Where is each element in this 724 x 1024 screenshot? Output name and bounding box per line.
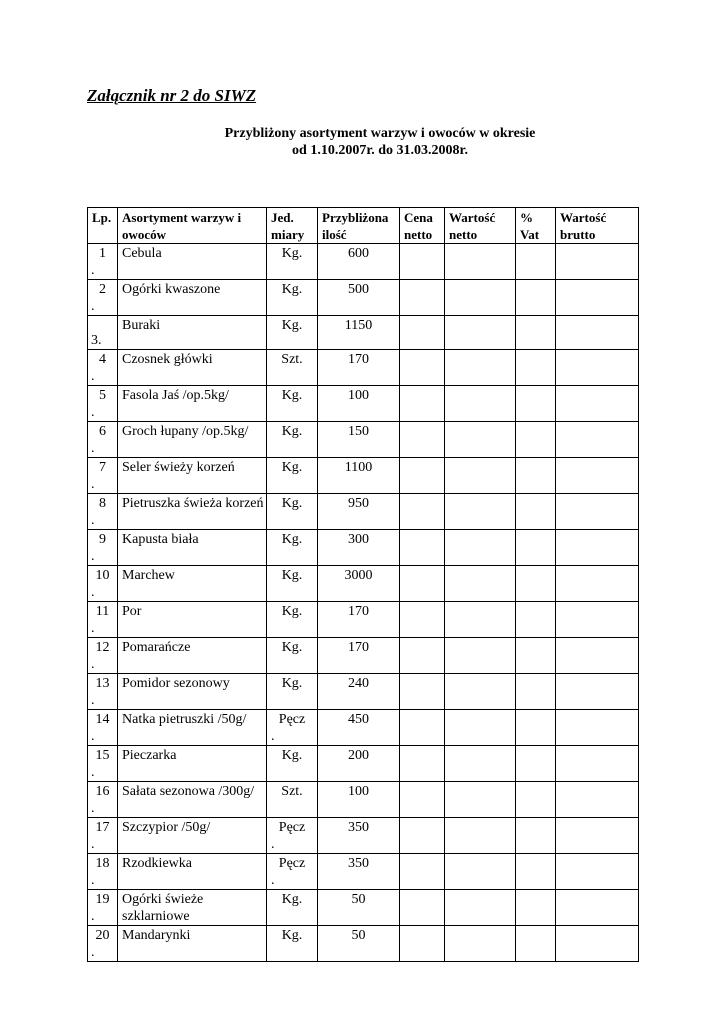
item-quantity: 100	[318, 386, 400, 422]
net-value-cell[interactable]	[445, 566, 516, 602]
item-unit: Kg.	[281, 496, 303, 511]
unit-cell	[267, 530, 318, 566]
item-quantity: 1150	[318, 316, 400, 350]
table-row	[88, 746, 639, 782]
unit-dot: .	[271, 837, 275, 852]
item-quantity: 3000	[318, 566, 400, 602]
item-name: Fasola Jaś /op.5kg/	[118, 386, 267, 422]
unit-dot: .	[271, 873, 275, 888]
unit-cell	[267, 818, 318, 854]
gross-value-cell[interactable]	[556, 746, 639, 782]
unit-cell	[267, 638, 318, 674]
net-price-cell[interactable]	[400, 710, 445, 746]
table-row	[88, 638, 639, 674]
gross-value-cell[interactable]	[556, 710, 639, 746]
net-price-cell[interactable]	[400, 280, 445, 316]
document-title-line-2: od 1.10.2007r. do 31.03.2008r.	[292, 143, 468, 158]
unit-cell	[267, 926, 318, 962]
item-name: Marchew	[118, 566, 267, 602]
row-number-cell	[88, 890, 118, 926]
unit-cell	[267, 890, 318, 926]
row-number-cell	[88, 746, 118, 782]
item-unit: Kg.	[281, 246, 303, 261]
item-quantity: 300	[318, 530, 400, 566]
item-unit: Kg.	[281, 928, 303, 943]
unit-cell	[267, 710, 318, 746]
gross-value-cell[interactable]	[556, 530, 639, 566]
row-number-cell	[88, 422, 118, 458]
gross-value-cell[interactable]	[556, 386, 639, 422]
unit-cell	[267, 782, 318, 818]
row-number-cell	[88, 782, 118, 818]
row-number: 11	[95, 604, 110, 619]
row-number-dot: .	[91, 441, 95, 456]
item-name: Szczypior /50g/	[118, 818, 267, 854]
net-value-cell[interactable]	[445, 602, 516, 638]
column-header-unit: Jed. miary	[267, 208, 318, 244]
unit-cell	[267, 386, 318, 422]
vat-cell[interactable]	[516, 890, 556, 926]
row-number: 1	[99, 246, 106, 261]
row-number: 4	[99, 352, 106, 367]
net-price-cell[interactable]	[400, 494, 445, 530]
net-price-cell[interactable]	[400, 818, 445, 854]
item-unit: Kg.	[281, 282, 303, 297]
vat-cell[interactable]	[516, 244, 556, 280]
item-name: Ogórki świeże szklarniowe	[118, 890, 267, 926]
gross-value-cell[interactable]	[556, 494, 639, 530]
unit-cell	[267, 746, 318, 782]
vat-cell[interactable]	[516, 746, 556, 782]
row-number-dot: .	[91, 801, 95, 816]
net-price-cell[interactable]	[400, 674, 445, 710]
item-name: Pomarańcze	[118, 638, 267, 674]
net-value-cell[interactable]	[445, 350, 516, 386]
net-value-cell[interactable]	[445, 316, 516, 350]
unit-cell	[267, 602, 318, 638]
item-unit: Kg.	[281, 424, 303, 439]
row-number-cell	[88, 244, 118, 280]
item-name: Buraki	[118, 316, 267, 350]
item-name: Pomidor sezonowy	[118, 674, 267, 710]
item-name: Rzodkiewka	[118, 854, 267, 890]
row-number-cell	[88, 566, 118, 602]
vat-cell[interactable]	[516, 350, 556, 386]
table-row	[88, 244, 639, 280]
item-unit: Kg.	[281, 532, 303, 547]
row-number-dot: .	[91, 945, 95, 960]
net-price-cell[interactable]	[400, 566, 445, 602]
item-name: Groch łupany /op.5kg/	[118, 422, 267, 458]
net-value-cell[interactable]	[445, 782, 516, 818]
item-unit: Kg.	[281, 748, 303, 763]
column-header-lp: Lp.	[88, 208, 118, 244]
item-quantity: 1100	[318, 458, 400, 494]
item-quantity: 450	[318, 710, 400, 746]
net-price-cell[interactable]	[400, 638, 445, 674]
net-price-cell[interactable]	[400, 782, 445, 818]
item-quantity: 240	[318, 674, 400, 710]
net-value-cell[interactable]	[445, 244, 516, 280]
column-header-vat: % Vat	[516, 208, 556, 244]
item-quantity: 170	[318, 350, 400, 386]
item-quantity: 200	[318, 746, 400, 782]
vat-cell[interactable]	[516, 422, 556, 458]
table-row	[88, 890, 639, 926]
gross-value-cell[interactable]	[556, 602, 639, 638]
gross-value-cell[interactable]	[556, 854, 639, 890]
unit-cell	[267, 244, 318, 280]
row-number: 16	[95, 784, 110, 799]
table-row	[88, 386, 639, 422]
vat-cell[interactable]	[516, 280, 556, 316]
table-row	[88, 602, 639, 638]
net-price-cell[interactable]	[400, 746, 445, 782]
gross-value-cell[interactable]	[556, 890, 639, 926]
row-number: 6	[99, 424, 106, 439]
item-quantity: 50	[318, 890, 400, 926]
row-number-cell	[88, 818, 118, 854]
item-quantity: 170	[318, 602, 400, 638]
row-number: 5	[99, 388, 106, 403]
item-unit: Kg.	[281, 676, 303, 691]
item-unit: Kg.	[281, 568, 303, 583]
item-unit: Szt.	[281, 784, 303, 799]
row-number-cell	[88, 316, 118, 350]
net-value-cell[interactable]	[445, 638, 516, 674]
item-name: Ogórki kwaszone	[118, 280, 267, 316]
unit-cell	[267, 316, 318, 350]
row-number: 14	[95, 712, 110, 727]
row-number-dot: .	[91, 729, 95, 744]
row-number: 18	[95, 856, 110, 871]
gross-value-cell[interactable]	[556, 458, 639, 494]
row-number: 10	[95, 568, 110, 583]
vat-cell[interactable]	[516, 854, 556, 890]
row-number-dot: .	[91, 621, 95, 636]
row-number-dot: .	[91, 549, 95, 564]
gross-value-cell[interactable]	[556, 638, 639, 674]
net-price-cell[interactable]	[400, 316, 445, 350]
row-number: 20	[95, 928, 110, 943]
table-row	[88, 674, 639, 710]
unit-cell	[267, 566, 318, 602]
gross-value-cell[interactable]	[556, 280, 639, 316]
net-value-cell[interactable]	[445, 674, 516, 710]
item-unit: Szt.	[281, 352, 303, 367]
vat-cell[interactable]	[516, 566, 556, 602]
gross-value-cell[interactable]	[556, 244, 639, 280]
net-value-cell[interactable]	[445, 458, 516, 494]
row-number: 19	[95, 892, 110, 907]
gross-value-cell[interactable]	[556, 566, 639, 602]
net-value-cell[interactable]	[445, 926, 516, 962]
net-value-cell[interactable]	[445, 280, 516, 316]
unit-cell	[267, 350, 318, 386]
net-price-cell[interactable]	[400, 350, 445, 386]
unit-cell	[267, 280, 318, 316]
item-unit: Kg.	[281, 892, 303, 907]
item-quantity: 350	[318, 818, 400, 854]
item-quantity: 170	[318, 638, 400, 674]
vat-cell[interactable]	[516, 782, 556, 818]
vat-cell[interactable]	[516, 674, 556, 710]
table-row	[88, 854, 639, 890]
unit-dot: .	[271, 729, 275, 744]
item-name: Pietruszka świeża korzeń	[118, 494, 267, 530]
table-header-row	[88, 208, 639, 244]
item-quantity: 150	[318, 422, 400, 458]
net-value-cell[interactable]	[445, 386, 516, 422]
item-unit: Kg.	[281, 640, 303, 655]
net-value-cell[interactable]	[445, 890, 516, 926]
vat-cell[interactable]	[516, 710, 556, 746]
row-number-dot: .	[91, 909, 95, 924]
vat-cell[interactable]	[516, 494, 556, 530]
row-number-dot: .	[91, 765, 95, 780]
vat-cell[interactable]	[516, 316, 556, 350]
row-number-dot: .	[91, 299, 95, 314]
net-price-cell[interactable]	[400, 602, 445, 638]
row-number-dot: .	[91, 405, 95, 420]
table-row	[88, 350, 639, 386]
row-number: 7	[99, 460, 106, 475]
net-price-cell[interactable]	[400, 244, 445, 280]
vat-cell[interactable]	[516, 602, 556, 638]
gross-value-cell[interactable]	[556, 316, 639, 350]
gross-value-cell[interactable]	[556, 926, 639, 962]
column-header-quantity: Przybliżona ilość	[318, 208, 400, 244]
row-number-cell	[88, 926, 118, 962]
item-name: Natka pietruszki /50g/	[118, 710, 267, 746]
row-number-cell	[88, 458, 118, 494]
row-number-dot: .	[91, 477, 95, 492]
table-row	[88, 926, 639, 962]
row-number-dot: .	[91, 837, 95, 852]
row-number-dot: .	[91, 369, 95, 384]
item-quantity: 950	[318, 494, 400, 530]
item-name: Seler świeży korzeń	[118, 458, 267, 494]
item-quantity: 50	[318, 926, 400, 962]
row-number-cell	[88, 350, 118, 386]
row-number: 12	[95, 640, 110, 655]
net-price-cell[interactable]	[400, 386, 445, 422]
column-header-assortment: Asortyment warzyw i owoców	[118, 208, 267, 244]
row-number: 8	[99, 496, 106, 511]
row-number-dot: .	[91, 873, 95, 888]
item-quantity: 100	[318, 782, 400, 818]
net-value-cell[interactable]	[445, 494, 516, 530]
row-number-cell	[88, 638, 118, 674]
table-row	[88, 280, 639, 316]
net-value-cell[interactable]	[445, 422, 516, 458]
assortment-table	[87, 207, 639, 962]
document-title-line-1: Przybliżony asortyment warzyw i owoców w okresie	[224, 126, 536, 141]
vat-cell[interactable]	[516, 638, 556, 674]
row-number: 2	[99, 282, 106, 297]
net-value-cell[interactable]	[445, 746, 516, 782]
row-number-cell	[88, 530, 118, 566]
item-quantity: 500	[318, 280, 400, 316]
item-name: Por	[118, 602, 267, 638]
table-row	[88, 530, 639, 566]
row-number-cell	[88, 280, 118, 316]
row-number: 15	[95, 748, 110, 763]
table-row	[88, 494, 639, 530]
table-row	[88, 782, 639, 818]
unit-cell	[267, 422, 318, 458]
net-price-cell[interactable]	[400, 890, 445, 926]
net-price-cell[interactable]	[400, 926, 445, 962]
gross-value-cell[interactable]	[556, 674, 639, 710]
net-value-cell[interactable]	[445, 530, 516, 566]
unit-cell	[267, 458, 318, 494]
item-unit: Kg.	[281, 604, 303, 619]
net-price-cell[interactable]	[400, 854, 445, 890]
item-unit: Pęcz	[278, 856, 306, 871]
table-row	[88, 566, 639, 602]
row-number-cell	[88, 674, 118, 710]
net-price-cell[interactable]	[400, 530, 445, 566]
gross-value-cell[interactable]	[556, 782, 639, 818]
item-quantity: 600	[318, 244, 400, 280]
item-unit: Kg.	[281, 388, 303, 403]
row-number-cell	[88, 710, 118, 746]
net-value-cell[interactable]	[445, 854, 516, 890]
item-name: Kapusta biała	[118, 530, 267, 566]
item-unit: Kg.	[281, 318, 303, 333]
column-header-net-value: Wartość netto	[445, 208, 516, 244]
item-name: Czosnek główki	[118, 350, 267, 386]
unit-cell	[267, 494, 318, 530]
row-number-cell	[88, 386, 118, 422]
gross-value-cell[interactable]	[556, 422, 639, 458]
row-number-cell	[88, 854, 118, 890]
vat-cell[interactable]	[516, 530, 556, 566]
net-price-cell[interactable]	[400, 422, 445, 458]
item-unit: Pęcz	[278, 712, 306, 727]
row-number-cell	[88, 602, 118, 638]
item-name: Mandarynki	[118, 926, 267, 962]
unit-cell	[267, 674, 318, 710]
item-name: Cebula	[118, 244, 267, 280]
item-name: Sałata sezonowa /300g/	[118, 782, 267, 818]
row-number: 3.	[91, 333, 102, 348]
row-number: 9	[99, 532, 106, 547]
vat-cell[interactable]	[516, 926, 556, 962]
net-value-cell[interactable]	[445, 710, 516, 746]
item-unit: Kg.	[281, 460, 303, 475]
table-row	[88, 710, 639, 746]
vat-cell[interactable]	[516, 386, 556, 422]
column-header-net-price: Cena netto	[400, 208, 445, 244]
row-number-dot: .	[91, 585, 95, 600]
vat-cell[interactable]	[516, 818, 556, 854]
item-unit: Pęcz	[278, 820, 306, 835]
gross-value-cell[interactable]	[556, 818, 639, 854]
unit-cell	[267, 854, 318, 890]
row-number-dot: .	[91, 263, 95, 278]
gross-value-cell[interactable]	[556, 350, 639, 386]
item-name: Pieczarka	[118, 746, 267, 782]
net-price-cell[interactable]	[400, 458, 445, 494]
table-row	[88, 818, 639, 854]
row-number-dot: .	[91, 513, 95, 528]
vat-cell[interactable]	[516, 458, 556, 494]
column-header-gross-value: Wartość brutto	[556, 208, 639, 244]
row-number: 17	[95, 820, 110, 835]
table-row	[88, 316, 639, 350]
table-row	[88, 422, 639, 458]
table-row	[88, 458, 639, 494]
row-number-cell	[88, 494, 118, 530]
attachment-title: Załącznik nr 2 do SIWZ	[87, 86, 257, 105]
row-number: 13	[95, 676, 110, 691]
row-number-dot: .	[91, 657, 95, 672]
row-number-dot: .	[91, 693, 95, 708]
net-value-cell[interactable]	[445, 818, 516, 854]
item-quantity: 350	[318, 854, 400, 890]
